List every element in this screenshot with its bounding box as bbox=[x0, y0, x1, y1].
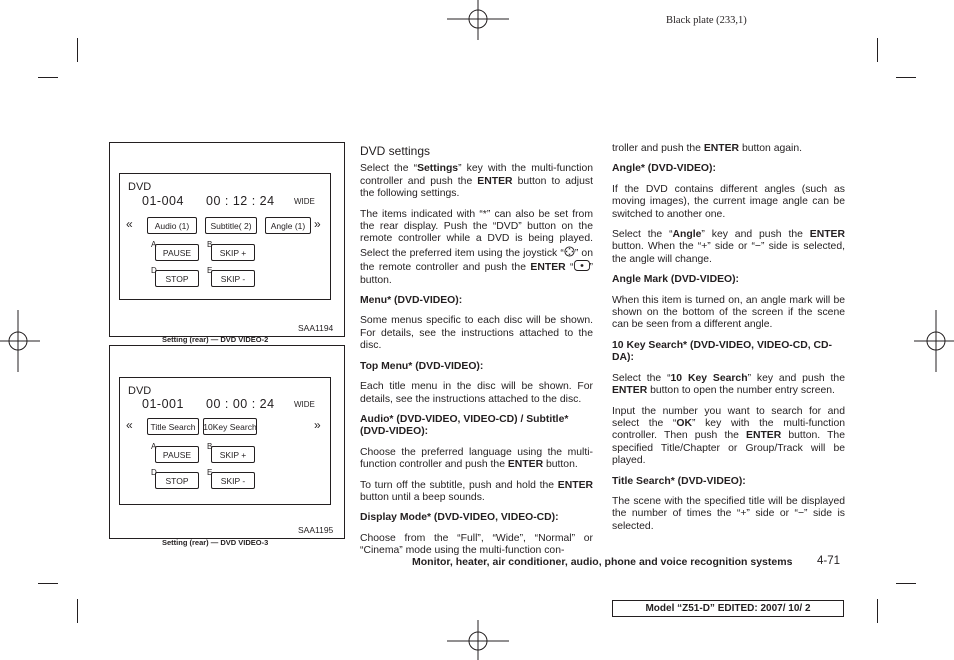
ten-key-search-button[interactable]: 10Key Search bbox=[203, 418, 257, 435]
track-number: 01-001 bbox=[142, 397, 184, 411]
paragraph: To turn off the subtitle, push and hold the ENTER button until a beep sounds. bbox=[360, 479, 593, 503]
chevron-right-icon[interactable]: » bbox=[314, 217, 321, 231]
registration-mark-right bbox=[912, 310, 954, 374]
subheading-angle: Angle* (DVD-VIDEO): bbox=[612, 163, 716, 175]
rear-display-screen bbox=[119, 173, 331, 300]
aspect-label: WIDE bbox=[294, 400, 315, 409]
track-number: 01-004 bbox=[142, 194, 184, 208]
figure-dvd-video-2 bbox=[109, 142, 345, 337]
section-heading: DVD settings bbox=[360, 144, 431, 158]
figure-code: SAA1195 bbox=[298, 525, 334, 535]
text-column-right bbox=[612, 143, 845, 541]
pause-button[interactable]: PAUSE bbox=[155, 446, 199, 463]
paragraph: Some menus specific to each disc will be shown. For details, see the instructions attached to the disc. bbox=[360, 315, 593, 352]
registration-mark-left bbox=[0, 310, 42, 374]
subheading-10-key-search: 10 Key Search* (DVD-VIDEO, VIDEO-CD, CD-DA): bbox=[612, 339, 832, 364]
paragraph: troller and push the ENTER button again. bbox=[612, 143, 803, 154]
playback-time: 00 : 12 : 24 bbox=[206, 194, 275, 208]
subheading-top-menu: Top Menu* (DVD-VIDEO): bbox=[360, 360, 484, 372]
skip-minus-button[interactable]: SKIP - bbox=[211, 270, 255, 287]
chevron-left-icon[interactable]: « bbox=[126, 418, 133, 432]
paragraph: Each title menu in the disc will be shown. For details, see the instructions attached to the disc. bbox=[360, 381, 593, 405]
title-search-button[interactable]: Title Search bbox=[147, 418, 199, 435]
joystick-icon bbox=[564, 246, 575, 257]
aspect-label: WIDE bbox=[294, 197, 315, 206]
key-label-d: D bbox=[151, 266, 157, 275]
stop-button[interactable]: STOP bbox=[155, 472, 199, 489]
figure-code: SAA1194 bbox=[298, 323, 334, 333]
subheading-title-search: Title Search* (DVD-VIDEO): bbox=[612, 475, 746, 487]
key-label-a: A bbox=[151, 442, 157, 451]
source-label: DVD bbox=[128, 385, 152, 397]
paragraph: The scene with the specified title will be displayed the number of times the “+” side or “−” side is selected. bbox=[612, 495, 845, 532]
pause-button[interactable]: PAUSE bbox=[155, 244, 199, 261]
skip-plus-button[interactable]: SKIP + bbox=[211, 244, 255, 261]
paragraph: Choose from the “Full”, “Wide”, “Normal” or “Cinema” mode using the multi-function con- bbox=[360, 532, 593, 557]
figure-caption: Setting (rear) — DVD VIDEO-2 bbox=[162, 335, 269, 344]
key-label-a: A bbox=[151, 240, 157, 249]
paragraph: Choose the preferred language using the multi-function controller and push the ENTER button. bbox=[360, 446, 593, 471]
model-edition-box: Model “Z51-D” EDITED: 2007/ 10/ 2 bbox=[612, 600, 844, 617]
registration-mark-bottom bbox=[447, 620, 511, 660]
subheading-angle-mark: Angle Mark (DVD-VIDEO): bbox=[612, 274, 740, 286]
angle-button[interactable]: Angle (1) bbox=[265, 217, 311, 234]
registration-mark-top bbox=[447, 0, 511, 42]
paragraph: The items indicated with “*” can also be set from the rear display. Push the “DVD” button on the remote controller while a DVD is being played. Select the preferred item using the joystick “ ” on the remote controller and push the ENTER “ ” button. bbox=[360, 208, 593, 286]
key-label-e: E bbox=[207, 468, 213, 477]
audio-button[interactable]: Audio (1) bbox=[147, 217, 197, 234]
black-plate-label: Black plate (233,1) bbox=[666, 15, 747, 26]
subheading-menu: Menu* (DVD-VIDEO): bbox=[360, 295, 463, 307]
skip-plus-button[interactable]: SKIP + bbox=[211, 446, 255, 463]
stop-button[interactable]: STOP bbox=[155, 270, 199, 287]
paragraph: Select the “Settings” key with the multi-function controller and push the ENTER button to adjust the following settings. bbox=[360, 163, 593, 200]
chevron-left-icon[interactable]: « bbox=[126, 217, 133, 231]
key-label-b: B bbox=[207, 442, 213, 451]
key-label-d: D bbox=[151, 468, 157, 477]
playback-time: 00 : 00 : 24 bbox=[206, 397, 275, 411]
paragraph: Select the “10 Key Search” key and push the ENTER button to open the number entry screen. bbox=[612, 372, 845, 397]
paragraph: Input the number you want to search for and select the “OK” key with the multi-function controller. Then push the ENTER button. The specified Title/Chapter or Group/Track will be played. bbox=[612, 405, 845, 467]
figure-caption: Setting (rear) — DVD VIDEO-3 bbox=[162, 538, 269, 547]
chevron-right-icon[interactable]: » bbox=[314, 418, 321, 432]
rear-display-screen bbox=[119, 377, 331, 505]
skip-minus-button[interactable]: SKIP - bbox=[211, 472, 255, 489]
source-label: DVD bbox=[128, 181, 152, 193]
page-number: 4-71 bbox=[817, 555, 841, 567]
text-column-left bbox=[360, 145, 593, 566]
key-label-e: E bbox=[207, 266, 213, 275]
paragraph: When this item is turned on, an angle mark will be shown on the bottom of the screen if the scene can be seen from a different angle. bbox=[612, 294, 845, 331]
enter-button-icon bbox=[574, 260, 590, 271]
subheading-audio-subtitle: Audio* (DVD-VIDEO, VIDEO-CD) / Subtitle* (DVD-VIDEO): bbox=[360, 413, 569, 438]
figure-dvd-video-3 bbox=[109, 345, 345, 539]
paragraph: Select the “Angle” key and push the ENTER button. When the “+” side or “−” side is selected, the angle will change. bbox=[612, 229, 845, 265]
key-label-b: B bbox=[207, 240, 213, 249]
paragraph: If the DVD contains different angles (such as moving images), the current image angle can be switched to another one. bbox=[612, 183, 845, 220]
subtitle-button[interactable]: Subtitle( 2) bbox=[205, 217, 257, 234]
subheading-display-mode: Display Mode* (DVD-VIDEO, VIDEO-CD): bbox=[360, 512, 559, 524]
section-title-footer: Monitor, heater, air conditioner, audio, phone and voice recognition systems bbox=[412, 556, 793, 568]
